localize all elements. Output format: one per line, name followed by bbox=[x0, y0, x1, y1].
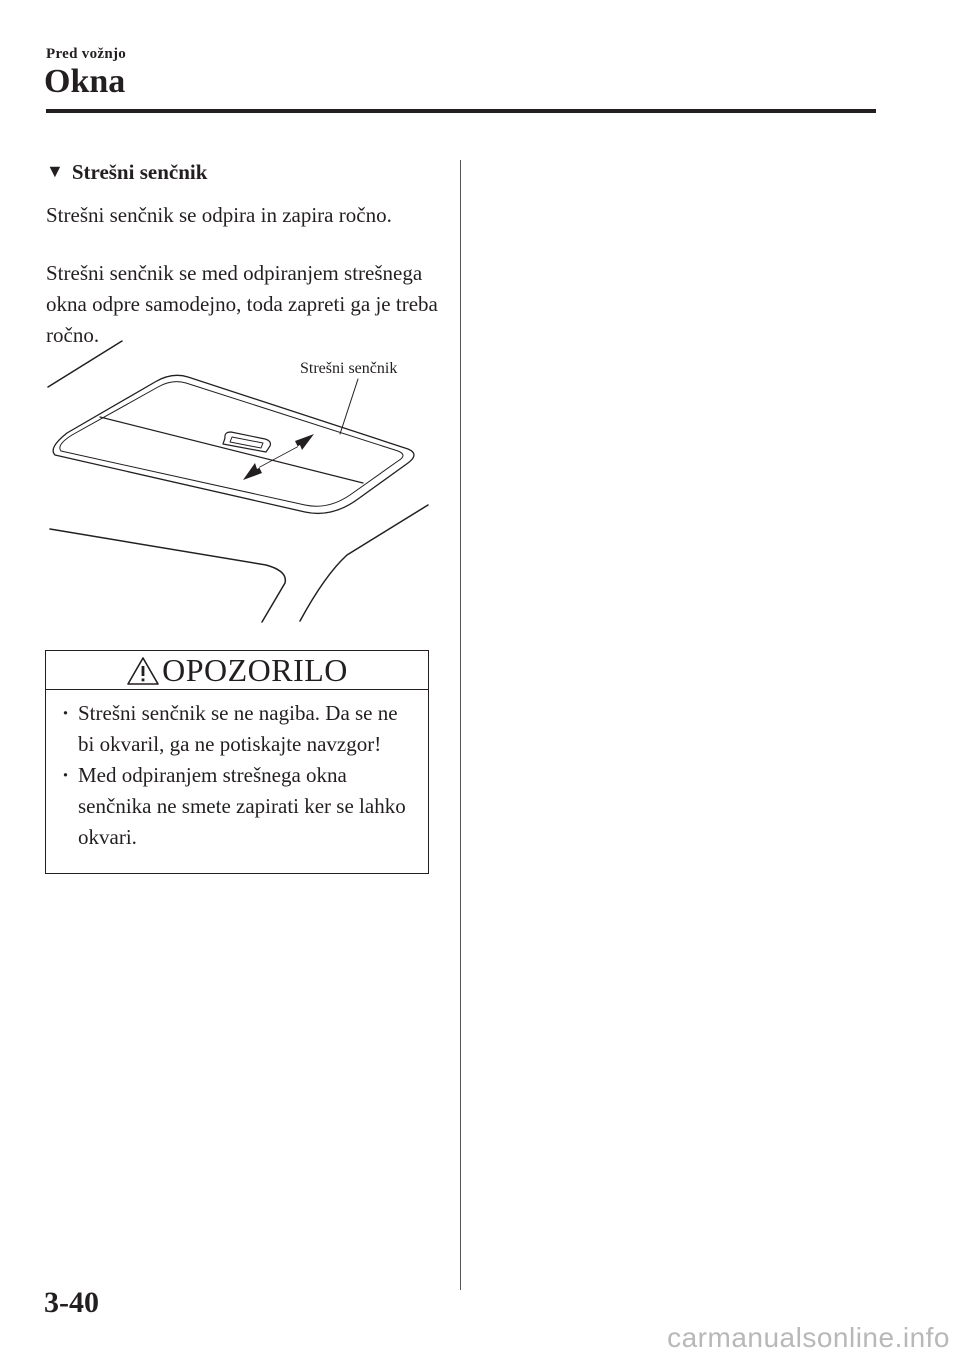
sub-heading-text: Strešni senčnik bbox=[71, 160, 208, 184]
chapter-title: Okna bbox=[44, 63, 126, 100]
paragraph: Strešni senčnik se med odpiranjem strešnega okna odpre samodejno, toda zapreti ga je treba ročno. bbox=[46, 261, 438, 347]
page-number: 3-40 bbox=[44, 1286, 99, 1319]
warning-list bbox=[46, 690, 428, 853]
warning-box bbox=[45, 650, 429, 874]
figure-label: Strešni senčnik bbox=[300, 360, 398, 377]
warning-title: OPOZORILO bbox=[162, 652, 348, 688]
warning-item: · Strešni senčnik se ne nagiba. Da se ne bi okvaril, ga ne potiskajte navzgor! bbox=[62, 698, 416, 760]
watermark: carmanualsonline.info bbox=[667, 1322, 950, 1353]
column-divider bbox=[460, 160, 461, 1290]
warning-triangle-icon bbox=[126, 656, 160, 686]
paragraph: Strešni senčnik se odpira in zapira ročno. bbox=[46, 203, 392, 227]
sunshade-illustration bbox=[40, 335, 450, 635]
sub-heading bbox=[46, 160, 207, 185]
warning-header bbox=[46, 651, 428, 690]
warning-item: · Med odpiranjem strešnega okna senčnika ne smete zapirati ker se lahko okvari. bbox=[62, 760, 416, 853]
triangle-marker-icon: ▼ bbox=[46, 161, 64, 181]
section-label: Pred vožnjo bbox=[46, 46, 127, 62]
header-rule bbox=[46, 109, 876, 113]
